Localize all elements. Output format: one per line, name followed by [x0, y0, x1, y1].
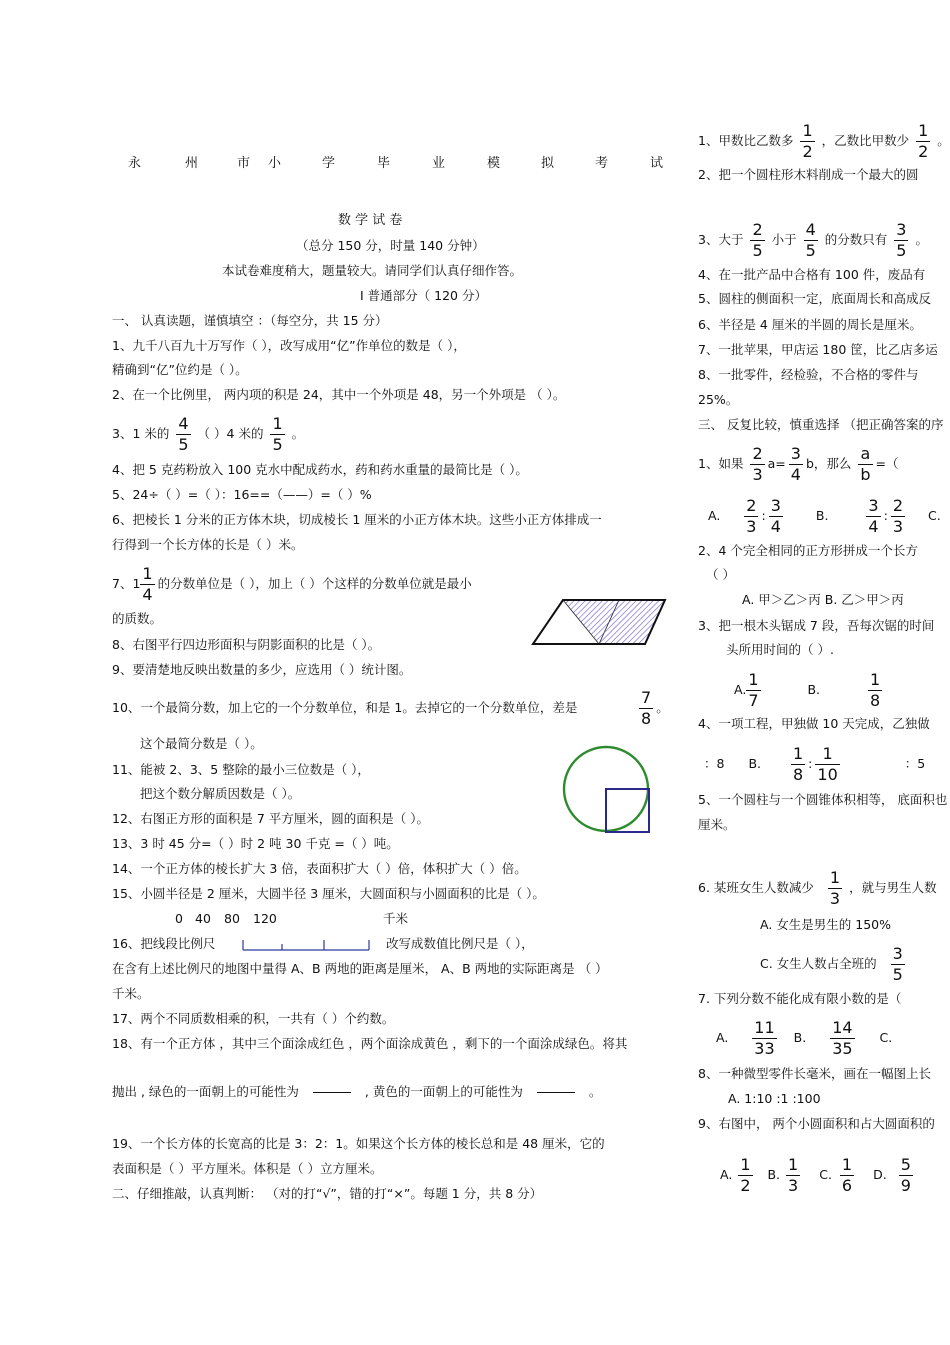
fraction: $\frac{1}{4}$ [142, 564, 153, 604]
answer-blank [313, 1092, 351, 1093]
question-6-cont: 行得到一个长方体的长是（ ）米。 [112, 537, 304, 552]
question-18: 18、有一个正方体 ，其中三个面涂成红色 ，两个面涂成黄色 ，剩下的一个面涂成绿色。将其 [112, 1036, 628, 1051]
question-17: 17、两个不同质数相乘的积，一共有（ ）个约数。 [112, 1011, 395, 1026]
question-10: 10、一个最简分数，加上它的一个分数单位，和是 1。去掉它的一个分数单位，差是 [112, 700, 578, 715]
fraction: $\frac{2}{3}$ [752, 444, 763, 484]
fraction: $\frac{1}{8}$ [870, 670, 881, 710]
scale-tick-label: 80 [224, 911, 240, 926]
fraction: $\frac{4}{5}$ [805, 220, 816, 260]
fraction: $\frac{4}{5}$ [178, 414, 189, 454]
question-1: 1、九千八百九十万写作（ ），改写成用“亿”作单位的数是（ ）， [112, 338, 466, 353]
fraction: $\frac{7}{8}$ [641, 688, 652, 728]
question-7: 7、1 $\frac{1}{4}$ 的分数单位是（ ），加上（ ）个这样的分数单位就是最小 [112, 564, 472, 604]
question-5: 5、24÷（ ）=（ ）：16==（——）=（ ）% [112, 487, 372, 502]
choice-9-options: A. $\frac{1}{2}$ B. $\frac{1}{3}$ C. $\frac{1}{6}$ D. $\frac{5}{9}$ [720, 1155, 911, 1195]
fraction: $\frac{1}{3}$ [788, 1155, 799, 1195]
fraction: $\frac{1}{3}$ [829, 868, 841, 908]
title-char: 考 [595, 156, 609, 171]
question-16-b: 改写成数值比例尺是（ ）， [386, 936, 534, 951]
title-char: 州 [185, 156, 199, 171]
choice-4: 4、一项工程，甲独做 10 天完成，乙独做 [698, 716, 930, 731]
question-9: 9、要清楚地反映出数量的多少，应选用（ ）统计图。 [112, 662, 412, 677]
circle-square-figure [562, 745, 654, 837]
title-char: 模 [487, 156, 501, 171]
judge-8: 8、一批零件，经检验，不合格的零件与 [698, 367, 919, 382]
question-12: 12、右图正方形的面积是 7 平方厘米，圆的面积是（ ）。 [112, 811, 430, 826]
section-heading: 一、 认真读题，谨慎填空 ：（每空分，共 15 分） [112, 313, 388, 328]
choice-2-options: A. 甲＞乙＞丙 B. 乙＞甲＞丙 [742, 592, 904, 607]
choice-6: 6. 某班女生人数减少 $\frac{1}{3}$ ，就与男生人数 [698, 868, 937, 908]
title-char: 试 [650, 156, 664, 171]
judge-6: 6、半径是 4 厘米的半圆的周长是厘米。 [698, 317, 922, 332]
scale-tick-label: 120 [253, 911, 277, 926]
judge-7: 7、一批苹果，甲店运 180 筐，比乙店多运 [698, 342, 938, 357]
fraction: $\frac{a}{b}$ [860, 444, 871, 484]
choice-2-blank: （ ） [706, 567, 735, 582]
title-char: 小 [268, 156, 282, 171]
choice-6-option-a: A. 女生是男生的 150% [760, 917, 891, 932]
choice-8: 8、一种微型零件长毫米，画在一幅图上长 [698, 1066, 931, 1081]
choice-4-options: ：8 B. $\frac{1}{8}$ : $\frac{1}{10}$ ：5 [704, 744, 926, 784]
choice-5-cont: 厘米。 [698, 817, 736, 832]
title-char: 拟 [541, 156, 555, 171]
choice-1-options: A. $\frac{2}{3}$ : $\frac{3}{4}$ B. $\frac{3}{4}$ : $\frac{2}{3}$ C. [708, 496, 941, 536]
question-6: 6、把棱长 1 分米的正方体木块，切成棱长 1 厘米的小正方体木块。这些小正方体排成一 [112, 512, 602, 527]
fraction: $\frac{1}{2}$ [918, 121, 929, 161]
choice-3-options: A. $\frac{1}{7}$ B. $\frac{1}{8}$ [734, 670, 881, 710]
question-8: 8、右图平行四边形面积与阴影面积的比是（ ）。 [112, 637, 381, 652]
fraction: $\frac{1}{7}$ [748, 670, 759, 710]
choice-1: 1、如果 $\frac{2}{3}$ a= $\frac{3}{4}$ b，那么 $\frac{a}{b}$ =（ [698, 444, 899, 484]
question-3: 3、1 米的 $\frac{4}{5}$ （ ）4 米的 $\frac{1}{5}$ 。 [112, 414, 305, 454]
choice-2: 2、4 个完全相同的正方形拼成一个长方 [698, 543, 918, 558]
question-4: 4、把 5 克药粉放入 100 克水中配成药水，药和药水重量的最简比是（ ）。 [112, 462, 528, 477]
scale-bar-figure [242, 938, 372, 952]
choice-5: 5、一个圆柱与一个圆锥体积相等， 底面积也 [698, 792, 948, 807]
question-11: 11、能被 2、3、5 整除的最小三位数是（ ）， [112, 762, 370, 777]
judge-4: 4、在一批产品中合格有 100 件，废品有 [698, 267, 926, 282]
section-heading: 二、仔细推敲，认真判断： （对的打“√”，错的打“×”。每题 1 分，共 8 分） [112, 1186, 543, 1201]
question-19-cont: 表面积是（ ）平方厘米。体积是（ ）立方厘米。 [112, 1161, 383, 1176]
part-heading: I 普通部分（ 120 分） [360, 288, 487, 303]
fraction: $\frac{3}{4}$ [770, 496, 781, 536]
exam-note: 本试卷难度稍大，题量较大。请同学们认真仔细作答。 [222, 263, 523, 278]
section-heading: 三、 反复比较，慎重选择 （把正确答案的序 [698, 417, 944, 432]
fraction: $\frac{3}{5}$ [896, 220, 907, 260]
fraction: $\frac{1}{8}$ [792, 744, 804, 784]
fraction: $\frac{3}{4}$ [868, 496, 879, 536]
fraction: $\frac{3}{5}$ [892, 944, 903, 984]
fraction: $\frac{1}{6}$ [841, 1155, 853, 1195]
fraction: $\frac{14}{35}$ [832, 1018, 853, 1058]
question-18-cont: 抛出 , 绿色的一面朝上的可能性为 , 黄色的一面朝上的可能性为 。 [112, 1084, 602, 1099]
question-16-end: 千米。 [112, 986, 150, 1001]
question-15: 15、小圆半径是 2 厘米，大圆半径 3 厘米，大圆面积与小圆面积的比是（ ）。 [112, 886, 545, 901]
choice-6-option-c: C. 女生人数占全班的 $\frac{3}{5}$ [760, 944, 903, 984]
fraction: $\frac{3}{4}$ [790, 444, 801, 484]
choice-3-cont: 头所用时间的（ ）. [726, 642, 834, 657]
question-13: 13、3 时 45 分=（ ）时 2 吨 30 千克 =（ ）吨。 [112, 836, 399, 851]
fraction: $\frac{2}{3}$ [746, 496, 757, 536]
fraction: $\frac{11}{33}$ [754, 1018, 775, 1058]
choice-7: 7. 下列分数不能化成有限小数的是（ [698, 991, 902, 1006]
question-16-cont: 在含有上述比例尺的地图中量得 A、B 两地的距离是厘米， A、B 两地的实际距离是 （ ） [112, 961, 608, 976]
scale-tick-label: 40 [195, 911, 211, 926]
exam-meta: （总分 150 分，时量 140 分钟） [296, 238, 485, 253]
judge-3: 3、大于 $\frac{2}{5}$ 小于 $\frac{4}{5}$ 的分数只有 $\frac{3}{5}$ 。 [698, 220, 928, 260]
fraction: $\frac{1}{2}$ [802, 121, 813, 161]
answer-blank [537, 1092, 575, 1093]
title-char: 永 [128, 156, 142, 171]
fraction: $\frac{1}{5}$ [272, 414, 283, 454]
fraction: $\frac{2}{5}$ [752, 220, 763, 260]
judge-5: 5、圆柱的侧面积一定，底面周长和高成反 [698, 291, 931, 306]
choice-8-options: A. 1:10 :1 :100 [728, 1091, 821, 1106]
scale-unit: 千米 [383, 911, 409, 926]
choice-9: 9、右图中， 两个小圆面积和占大圆面积的 [698, 1116, 935, 1131]
fraction: $\frac{1}{2}$ [740, 1155, 751, 1195]
question-19: 19、一个长方体的长宽高的比是 3：2：1。如果这个长方体的棱长总和是 48 厘米，它的 [112, 1136, 605, 1151]
subtitle: 数 学 试 卷 [338, 213, 403, 228]
fraction: $\frac{5}{9}$ [900, 1155, 911, 1195]
question-10-fraction: $\frac{7}{8}$ 。 [641, 688, 669, 728]
judge-1: 1、甲数比乙数多 $\frac{1}{2}$ ，乙数比甲数少 $\frac{1}{2}$ 。 [698, 121, 950, 161]
title-char: 学 [322, 156, 336, 171]
title-char: 毕 [377, 156, 391, 171]
title-char: 业 [432, 156, 446, 171]
question-10-cont: 这个最简分数是（ ）。 [140, 736, 263, 751]
fraction: $\frac{2}{3}$ [892, 496, 904, 536]
fraction: $\frac{1}{10}$ [817, 744, 838, 784]
question-7-cont: 的质数。 [112, 611, 163, 626]
title-char: 市 [237, 156, 251, 171]
choice-3: 3、把一根木头锯成 7 段，吾每次锯的时间 [698, 618, 935, 633]
judge-8-cont: 25%。 [698, 392, 739, 407]
choice-7-options: A. $\frac{11}{33}$ B. $\frac{14}{35}$ C. [716, 1018, 893, 1058]
question-2: 2、在一个比例里， 两内项的积是 24，其中一个外项是 48，另一个外项是 （ ）。 [112, 387, 566, 402]
judge-2: 2、把一个圆柱形木料削成一个最大的圆 [698, 167, 919, 182]
question-1-cont: 精确到“亿”位约是（ ）。 [112, 362, 248, 377]
scale-tick-label: 0 [175, 911, 183, 926]
question-11-cont: 把这个数分解质因数是（ ）。 [140, 786, 301, 801]
question-16: 16、把线段比例尺 [112, 936, 216, 951]
question-14: 14、一个正方体的棱长扩大 3 倍，表面积扩大（ ）倍，体积扩大（ ）倍。 [112, 861, 527, 876]
parallelogram-figure [531, 598, 667, 648]
